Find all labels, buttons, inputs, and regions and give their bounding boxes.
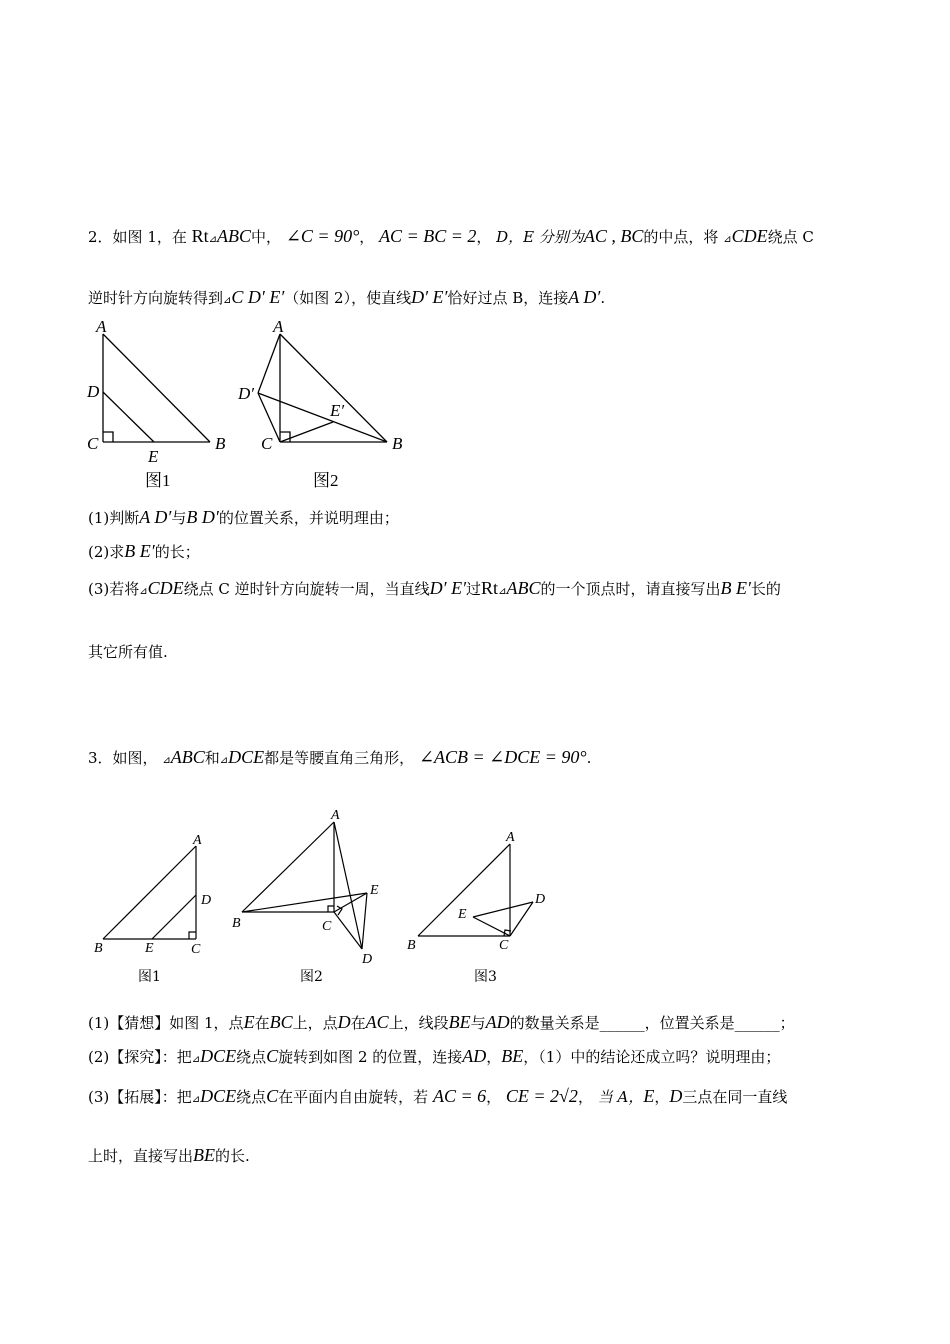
fig-label-b: B bbox=[232, 916, 241, 931]
triangle-icon: ⊿ bbox=[223, 295, 232, 306]
q3-number: 3． bbox=[88, 749, 113, 767]
q3-fig3-caption: 图3 bbox=[474, 969, 497, 985]
fig-label-c: C bbox=[261, 434, 273, 453]
fig-label-a: A bbox=[331, 808, 340, 823]
q2-line1: 2．如图 1，在 Rt⊿ABC中， ∠C = 90°， AC = BC = 2， D，E 分别为AC , BC的中点，将 ⊿CDE绕点 C bbox=[88, 226, 814, 246]
q2-figure-1 bbox=[82, 316, 232, 466]
q2-line2: 逆时针方向旋转得到⊿C D′ E′（如图 2），使直线D′ E′恰好过点 B，连接A D′. bbox=[88, 287, 606, 307]
q3-figure-1 bbox=[88, 826, 223, 966]
fig-label-c: C bbox=[322, 919, 332, 934]
fig-label-e-prime: E′ bbox=[330, 401, 345, 420]
fig-label-d: D bbox=[201, 893, 212, 908]
fig-label-a: A bbox=[506, 830, 515, 845]
q3-fig2-caption: 图2 bbox=[300, 969, 323, 985]
q3-fig1-caption: 图1 bbox=[138, 969, 161, 985]
q3-sub3-line2: 上时，直接写出BE的长. bbox=[88, 1145, 250, 1165]
q3-angle: ∠ACB = ∠DCE = 90° bbox=[418, 747, 587, 767]
fig-label-d: D bbox=[535, 892, 546, 907]
q2-sub3: (3)若将⊿CDE绕点 C 逆时针方向旋转一周，当直线D′ E′过Rt⊿ABC的一个顶点时，请直接写出B E′长的 bbox=[88, 578, 781, 598]
q2-fig2-caption: 图2 bbox=[313, 471, 339, 490]
q3-sub1: (1)【猜想】如图 1，点E在BC上，点D在AC上，线段BE与AD的数量关系是______，位置关系是______； bbox=[88, 1012, 795, 1032]
q3-figure-2 bbox=[228, 806, 388, 971]
fig-label-b: B bbox=[407, 938, 416, 953]
q2-ac-bc: AC = BC = 2 bbox=[379, 226, 477, 246]
fig-label-e: E bbox=[458, 907, 467, 922]
fig-label-d: D bbox=[362, 952, 373, 967]
fig-label-e: E bbox=[370, 883, 379, 898]
triangle-icon: ⊿ bbox=[219, 755, 229, 766]
triangle-icon: ⊿ bbox=[723, 234, 732, 245]
fig-label-c: C bbox=[87, 434, 99, 453]
q2-sub2: (2)求B E′的长； bbox=[88, 541, 200, 561]
q2-angle-c: ∠C = 90° bbox=[285, 226, 360, 246]
fig-label-c: C bbox=[191, 942, 201, 957]
q2-sub1: (1)判断A D′与B D′的位置关系，并说明理由； bbox=[88, 507, 399, 527]
triangle-icon: ⊿ bbox=[162, 755, 171, 766]
fig-label-a: A bbox=[273, 317, 284, 336]
triangle-icon: ⊿ bbox=[139, 586, 148, 597]
q3-sub3: (3)【拓展】：把⊿DCE绕点C在平面内自由旋转，若 AC = 6， CE = 2√2， 当 A，E，D三点在同一直线 bbox=[88, 1086, 788, 1106]
fig-label-b: B bbox=[94, 941, 103, 956]
triangle-icon: ⊿ bbox=[498, 586, 507, 597]
triangle-icon: ⊿ bbox=[191, 1054, 201, 1065]
fig-label-a: A bbox=[96, 317, 107, 336]
fig-label-d: D bbox=[87, 382, 100, 401]
fig-label-c: C bbox=[499, 938, 509, 953]
fig-label-a: A bbox=[193, 833, 202, 848]
fig-label-e: E bbox=[145, 941, 154, 956]
q2-sub3-line2: 其它所有值. bbox=[88, 643, 168, 661]
triangle-icon: ⊿ bbox=[191, 1094, 201, 1105]
q2-number: 2． bbox=[88, 228, 113, 246]
q3-figure-3 bbox=[402, 826, 557, 966]
triangle-icon: ⊿ bbox=[208, 234, 218, 245]
q2-figure-2 bbox=[235, 316, 410, 466]
q3-line1: 3．如图， ⊿ABC和⊿DCE都是等腰直角三角形， ∠ACB = ∠DCE = 90°. bbox=[88, 747, 592, 767]
q3-sub2: (2)【探究】：把⊿DCE绕点C旋转到如图 2 的位置，连接AD，BE，（1）中的结论还成立吗？说明理由； bbox=[88, 1046, 781, 1066]
fig-label-d-prime: D′ bbox=[238, 384, 254, 403]
fig-label-e: E bbox=[148, 447, 159, 466]
fig-label-b: B bbox=[215, 434, 226, 453]
q2-fig1-caption: 图1 bbox=[145, 471, 171, 490]
fig-label-b: B bbox=[392, 434, 403, 453]
